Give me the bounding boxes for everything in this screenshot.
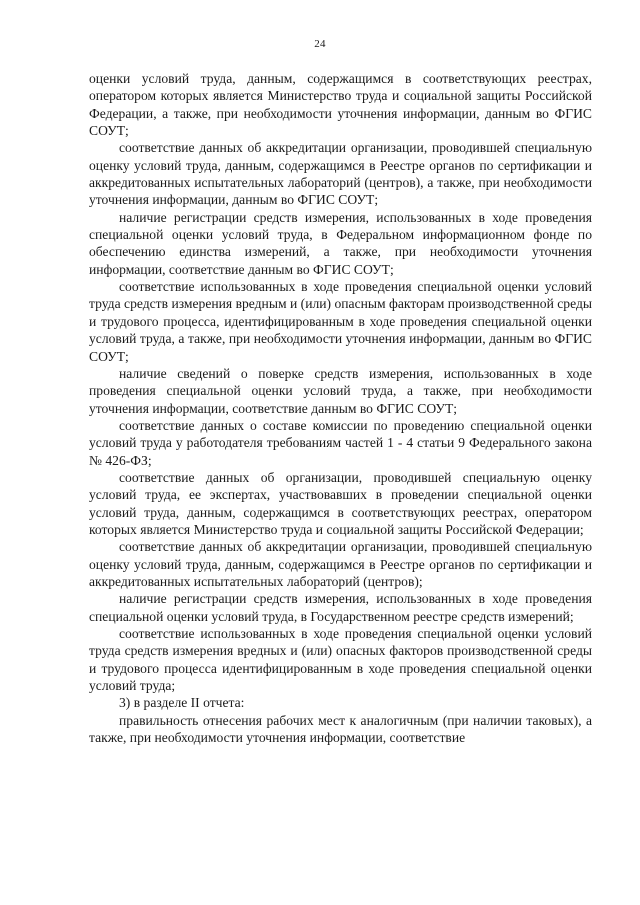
paragraph: наличие сведений о поверке средств измерения, использованных в ходе проведения специальной оценки условий труда, а также, при необходимости уточнения информации, соответствие данным во ФГИС СОУТ; xyxy=(89,365,592,416)
paragraph: соответствие данных об аккредитации организации, проводившей специальную оценку условий труда, данным, содержащимся в Реестре органов по сертификации и аккредитованных испытательных лабораторий (центров), а также, при необходимости уточнения информации, данным во ФГИС СОУТ; xyxy=(89,140,592,208)
section-item: 3) в разделе II отчета: xyxy=(119,695,245,711)
paragraph: правильность отнесения рабочих мест к аналогичным (при наличии таковых), а также, при необходимости уточнения информации, соответствие xyxy=(89,712,592,746)
document-body xyxy=(89,70,592,746)
paragraph: оценки условий труда, данным, содержащимся в соответствующих реестрах, оператором которых является Министерство труда и социальной защиты Российской Федерации, а также, при необходимости уточнения информации, данным во ФГИС СОУТ; xyxy=(89,71,592,139)
paragraph: соответствие данных об организации, проводившей специальную оценку условий труда, ее экспертах, участвовавших в проведении специальной оценки условий труда, данным, содержащимся в соответствующих реестрах, оператором которых является Министерство труда и социальной защиты Российской Федерации; xyxy=(89,469,592,537)
paragraph: соответствие данных об аккредитации организации, проводившей специальную оценку условий труда, данным, содержащимся в Реестре органов по сертификации и аккредитованных испытательных лабораторий (центров); xyxy=(89,539,592,589)
paragraph: соответствие использованных в ходе проведения специальной оценки условий труда средств измерения вредных и (или) опасных факторов производственной среды и трудового процесса идентифицированным в ходе проведения специальной оценки условий труда; xyxy=(89,626,592,694)
paragraph: наличие регистрации средств измерения, использованных в ходе проведения специальной оценки условий труда, в Государственном реестре средств измерений; xyxy=(89,591,592,624)
page-number: 24 xyxy=(314,38,326,50)
paragraph: наличие регистрации средств измерения, использованных в ходе проведения специальной оценки условий труда, в Федеральном информационном фонде по обеспечению единства измерений, а также, при необходимости уточнения информации, соответствие данным во ФГИС СОУТ; xyxy=(89,209,592,277)
paragraph: соответствие данных о составе комиссии по проведению специальной оценки условий труда у работодателя требованиям частей 1 - 4 статьи 9 Федерального закона № 426-ФЗ; xyxy=(89,417,592,468)
paragraph: соответствие использованных в ходе проведения специальной оценки условий труда средств измерения вредным и (или) опасным факторам производственной среды и трудового процесса, идентифицированным в ходе проведения специальной оценки условий труда, а также, при необходимости уточнения информации, данным во ФГИС СОУТ; xyxy=(89,279,592,364)
